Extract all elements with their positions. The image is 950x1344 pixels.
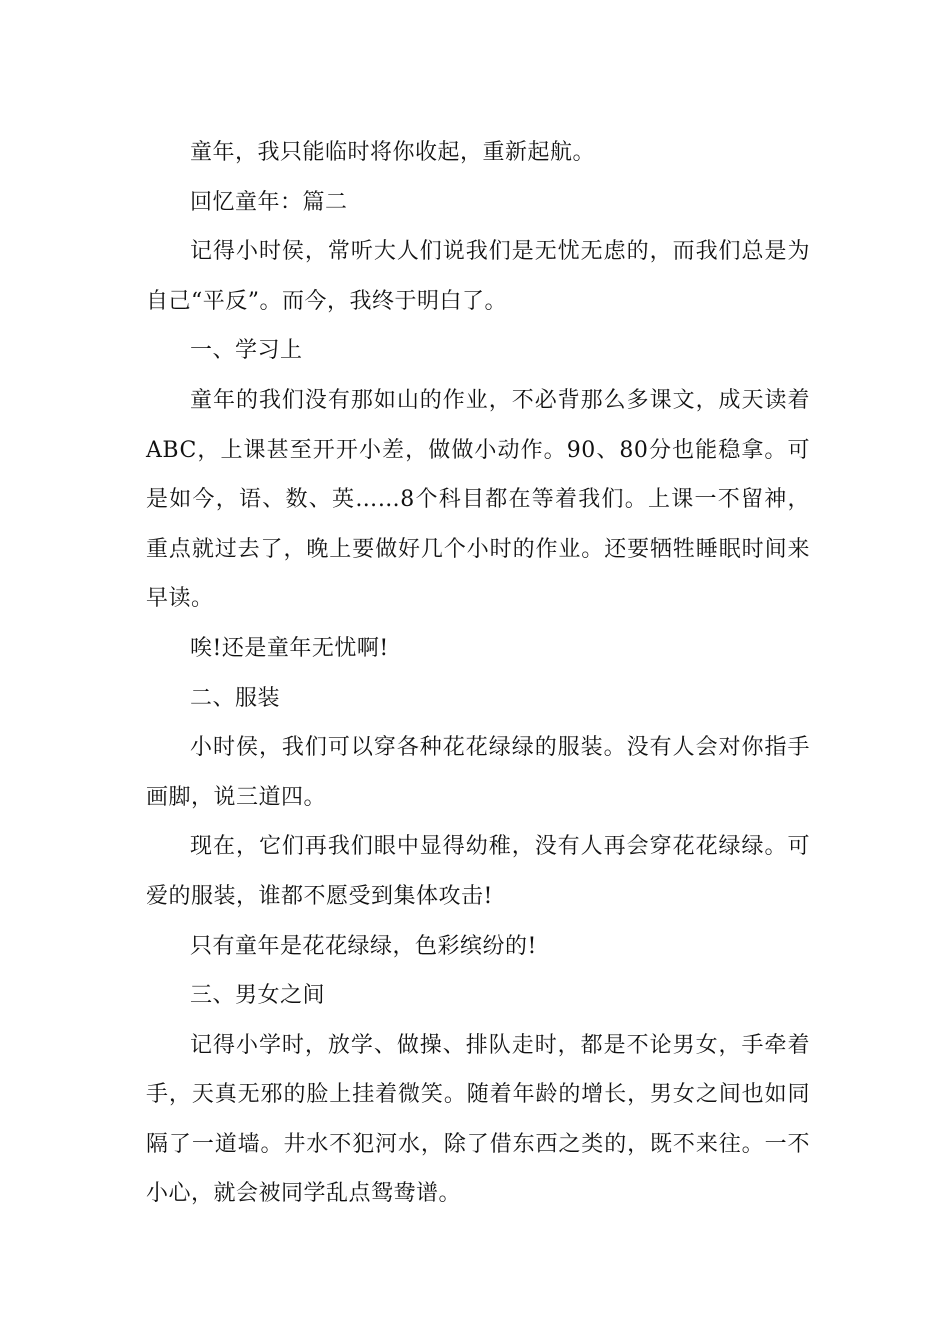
- document-body: [146, 128, 810, 1219]
- paragraph-closing-line: 童年，我只能临时将你收起，重新起航。: [190, 140, 596, 165]
- heading-boys-girls: 三、男女之间: [190, 983, 326, 1009]
- paragraph-intro: 记得小时侯，常听大人们说我们是无忧无虑的，而我们总是为自己“平反”。而今，我终于明白了。: [146, 239, 810, 314]
- paragraph-clothing-now: 现在，它们再我们眼中显得幼稚，没有人再会穿花花绿绿。可爱的服装，谁都不愿受到集体攻击!: [146, 834, 810, 909]
- heading-study: 一、学习上: [190, 338, 303, 364]
- paragraph-clothing-conclusion: 只有童年是花花绿绿，色彩缤纷的!: [190, 933, 537, 959]
- heading-clothing: 二、服装: [190, 685, 281, 711]
- paragraph-clothing-past: 小时侯，我们可以穿各种花花绿绿的服装。没有人会对你指手画脚，说三道四。: [146, 735, 810, 810]
- paragraph-study-sigh: 唉!还是童年无忧啊!: [190, 635, 389, 661]
- paragraph-boys-girls: 记得小学时，放学、做操、排队走时，都是不论男女，手牵着手，天真无邪的脸上挂着微笑。随着年龄的增长，男女之间也如同隔了一道墙。井水不犯河水，除了借东西之类的，既不来往。一不小心，就会被同学乱点鸳鸯谱。: [146, 1032, 810, 1207]
- section-title: 回忆童年：篇二: [190, 189, 348, 215]
- paragraph-study: 童年的我们没有那如山的作业，不必背那么多课文，成天读着ABC，上课甚至开开小差，做做小动作。90、80分也能稳拿。可是如今，语、数、英……8个科目都在等着我们。上课一不留神，重点就过去了，晚上要做好几个小时的作业。还要牺牲睡眠时间来早读。: [146, 387, 810, 612]
